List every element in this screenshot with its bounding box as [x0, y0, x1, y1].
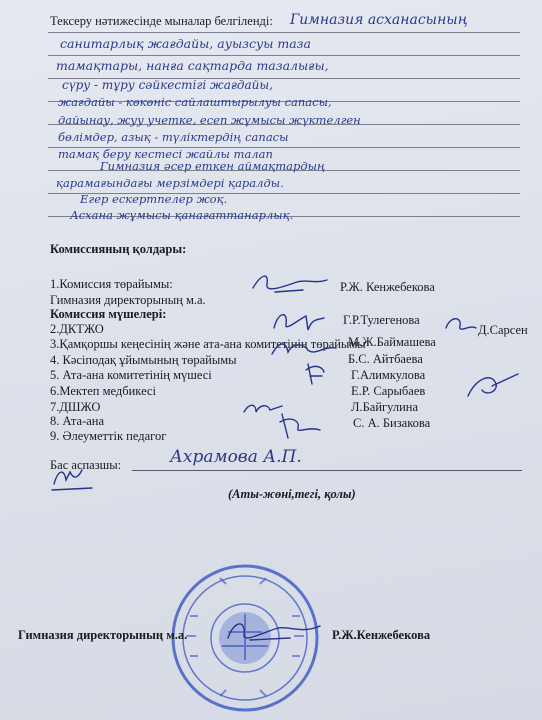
cook-name-handwritten: Ахрамова А.П.: [170, 447, 302, 467]
member-name: Д.Сарсен: [478, 323, 528, 337]
commission-heading: Комиссияның қолдары:: [50, 242, 187, 256]
member-role: 5. Ата-ана комитетінің мүшесі: [50, 368, 212, 382]
member-name: Г.Алимкулова: [351, 368, 426, 382]
findings-line-8: тамақ беру кестесі жайлы талап: [58, 147, 273, 161]
chair-role: Гимназия директорының м.а.: [50, 293, 206, 307]
cook-label: Бас аспазшы:: [50, 458, 122, 472]
findings-line-5: жағдайы - көкөніс сайлаштырылуы сапасы,: [58, 95, 332, 109]
member-role: 6.Мектеп медбикесі: [50, 384, 156, 398]
member-name: Е.Р. Сарыбаев: [351, 384, 426, 398]
findings-line-7: бөлімдер, азық - түліктердің сапасы: [58, 130, 289, 144]
member-role: 8. Ата-ана: [50, 414, 105, 428]
signature: [440, 312, 480, 342]
findings-label: Тексеру нәтижесінде мыналар белгіленді:: [50, 14, 273, 28]
member-name: Г.Р.Тулегенова: [343, 313, 420, 327]
findings-line-10: қарамағындағы мерзімдері қаралды.: [56, 176, 284, 190]
chair-label: 1.Комиссия төрайымы:: [50, 277, 173, 291]
chair-name: Р.Ж. Кенжебекова: [340, 280, 435, 294]
findings-line-1: Гимназия асханасының: [290, 12, 468, 28]
findings-line-6: дайынау, жуу учетке, есеп жұмысы жүктелген: [58, 113, 361, 127]
member-role: 9. Әлеуметтік педагог: [50, 429, 167, 443]
member-role: 4. Кәсіподақ ұйымының төрайымы: [50, 353, 237, 367]
member-role: 7.ДШЖО: [50, 400, 101, 414]
member-name: С. А. Бизакова: [353, 416, 431, 430]
member-name: М.Ж.Баймашева: [348, 335, 436, 349]
findings-line-4: сүру - тұру сәйкестігі жағдайы,: [62, 78, 273, 92]
signature: [272, 408, 326, 444]
member-name: Л.Байгулина: [351, 400, 419, 414]
cook-caption: (Аты-жөні,тегі, қолы): [228, 487, 356, 501]
member-role: 2.ДКТЖО: [50, 322, 104, 336]
signature: [300, 358, 330, 388]
signature: [462, 366, 524, 406]
chair-signature: [245, 268, 335, 304]
findings-line-9: Гимназия әсер еткен аймақтардың: [100, 159, 326, 173]
findings-line-12: Асхана жұмысы қанағаттанарлық.: [70, 208, 294, 222]
signature: [268, 306, 328, 336]
cook-signature: [48, 462, 98, 494]
findings-line-11: Егер ескертпелер жоқ.: [80, 192, 228, 206]
member-role: 3.Қамқоршы кеңесінің және ата-ана комитетінің төрайымы: [50, 337, 366, 351]
findings-line-3: тамақтары, нанға сақтарда тазалығы,: [56, 58, 329, 73]
footer-name: Р.Ж.Кенжебекова: [332, 628, 431, 642]
footer-signature: [220, 616, 330, 652]
footer-role: Гимназия директорының м.а.: [18, 628, 188, 642]
findings-line-2: санитарлық жағдайы, ауызсуы таза: [60, 36, 311, 51]
member-name: Б.С. Айтбаева: [348, 352, 423, 366]
members-heading: Комиссия мүшелері:: [50, 307, 167, 321]
